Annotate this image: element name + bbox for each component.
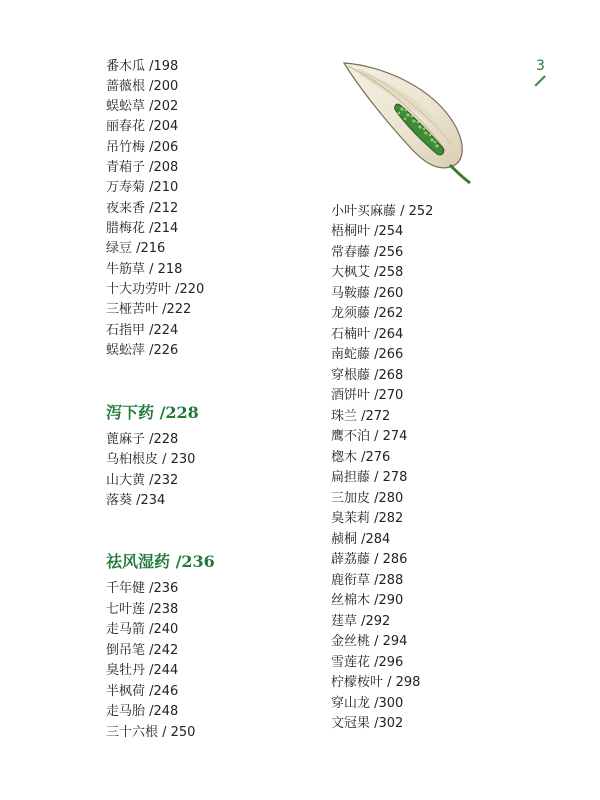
list-item: 倒吊笔 /242 bbox=[106, 643, 179, 658]
list-item: 鹰不泊 / 274 bbox=[331, 429, 408, 444]
list-item: 三桠苦叶 /222 bbox=[106, 302, 192, 317]
list-item: 牛筋草 / 218 bbox=[106, 262, 183, 277]
list-item: 楤木 /276 bbox=[331, 450, 391, 465]
list-item: 常春藤 /256 bbox=[331, 245, 404, 260]
list-item: 番木瓜 /198 bbox=[106, 59, 179, 74]
list-item: 十大功劳叶 /220 bbox=[106, 282, 205, 297]
list-item: 金丝桃 / 294 bbox=[331, 634, 408, 649]
list-item: 扁担藤 / 278 bbox=[331, 470, 408, 485]
section-title-purgative: 泻下药 /228 bbox=[106, 403, 199, 422]
list-item: 青葙子 /208 bbox=[106, 160, 179, 175]
list-item: 七叶莲 /238 bbox=[106, 602, 179, 617]
list-item: 小叶买麻藤 / 252 bbox=[331, 204, 434, 219]
list-item: 鹿衔草 /288 bbox=[331, 573, 404, 588]
list-item: 三十六根 / 250 bbox=[106, 725, 196, 740]
list-item: 蜈蚣草 /202 bbox=[106, 99, 179, 114]
list-item: 走马胎 /248 bbox=[106, 704, 179, 719]
list-item: 腊梅花 /214 bbox=[106, 221, 179, 236]
list-item: 龙须藤 /262 bbox=[331, 306, 404, 321]
list-item: 夜来香 /212 bbox=[106, 201, 179, 216]
list-item: 莛草 /292 bbox=[331, 614, 391, 629]
list-item: 薜荔藤 / 286 bbox=[331, 552, 408, 567]
list-item: 千年健 /236 bbox=[106, 581, 179, 596]
list-item: 大枫艾 /258 bbox=[331, 265, 404, 280]
list-item: 梧桐叶 /254 bbox=[331, 224, 404, 239]
list-item: 马鞍藤 /260 bbox=[331, 286, 404, 301]
list-item: 赪桐 /284 bbox=[331, 532, 391, 547]
list-item: 柠檬桉叶 / 298 bbox=[331, 675, 421, 690]
list-item: 南蛇藤 /266 bbox=[331, 347, 404, 362]
list-item: 绿豆 /216 bbox=[106, 241, 166, 256]
list-item: 酒饼叶 /270 bbox=[331, 388, 404, 403]
list-item: 山大黄 /232 bbox=[106, 473, 179, 488]
list-item: 蔷薇根 /200 bbox=[106, 79, 179, 94]
list-item: 石楠叶 /264 bbox=[331, 327, 404, 342]
list-item: 穿山龙 /300 bbox=[331, 696, 404, 711]
list-item: 雪莲花 /296 bbox=[331, 655, 404, 670]
list-item: 蜈蚣萍 /226 bbox=[106, 343, 179, 358]
list-item: 臭牡丹 /244 bbox=[106, 663, 179, 678]
list-item: 文冠果 /302 bbox=[331, 716, 404, 731]
list-item: 丽春花 /204 bbox=[106, 119, 179, 134]
list-item: 落葵 /234 bbox=[106, 493, 166, 508]
list-item: 走马箭 /240 bbox=[106, 622, 179, 637]
list-item: 蓖麻子 /228 bbox=[106, 432, 179, 447]
list-item: 吊竹梅 /206 bbox=[106, 140, 179, 155]
section-title-antirheumatic: 祛风湿药 /236 bbox=[106, 552, 215, 571]
list-item: 乌桕根皮 / 230 bbox=[106, 452, 196, 467]
flower-illustration bbox=[338, 55, 483, 185]
list-item: 石指甲 /224 bbox=[106, 323, 179, 338]
list-item: 万寿菊 /210 bbox=[106, 180, 179, 195]
list-item: 穿根藤 /268 bbox=[331, 368, 404, 383]
page-number-slash bbox=[534, 75, 545, 86]
list-item: 半枫荷 /246 bbox=[106, 684, 179, 699]
page-number: 3 bbox=[536, 58, 545, 74]
list-item: 臭茉莉 /282 bbox=[331, 511, 404, 526]
list-item: 珠兰 /272 bbox=[331, 409, 391, 424]
list-item: 丝棉木 /290 bbox=[331, 593, 404, 608]
list-item: 三加皮 /280 bbox=[331, 491, 404, 506]
